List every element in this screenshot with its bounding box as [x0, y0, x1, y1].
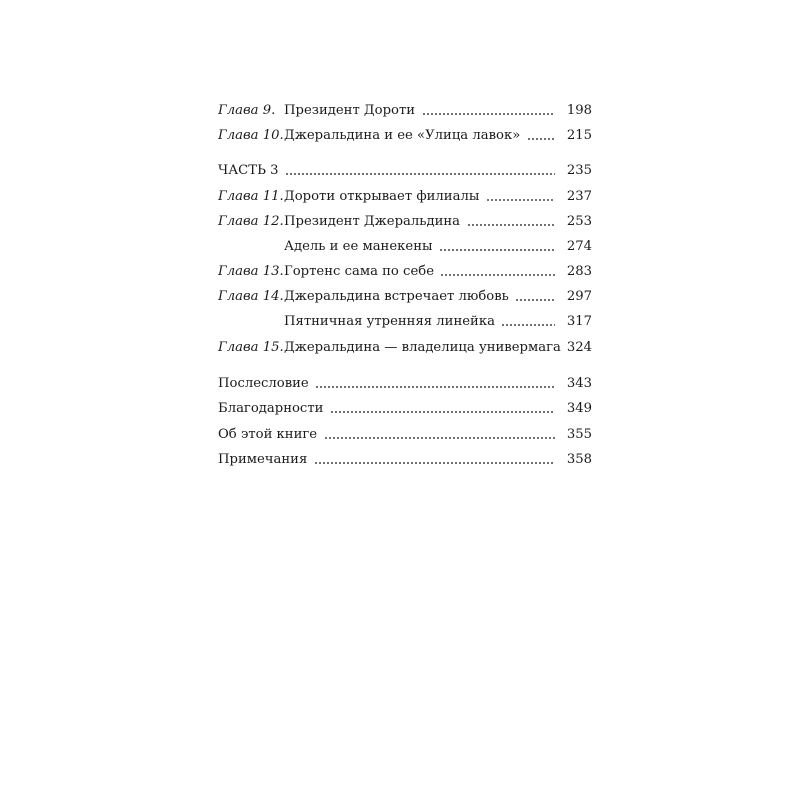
toc-entry-chapter-15: [218, 337, 592, 359]
chapter-number: Глава 15.: [218, 340, 284, 355]
toc-entry-label: [218, 449, 307, 471]
toc-entry-chapter-14: [218, 286, 592, 308]
dot-leader: [501, 323, 555, 329]
toc-entry-subsection-adel: [218, 236, 592, 258]
chapter-number: Глава 11.: [218, 189, 284, 204]
toc-entry-chapter-9: [218, 100, 592, 122]
toc-entry-chapter-13: [218, 261, 592, 283]
page-number: 283: [566, 264, 592, 279]
chapter-number: Глава 14.: [218, 289, 284, 304]
dot-leader: [486, 198, 555, 204]
toc-entry-label: [218, 286, 509, 308]
dot-leader: [330, 410, 555, 416]
toc-entry-label: [218, 261, 434, 283]
dot-leader: [422, 112, 555, 118]
part-title: ЧАСТЬ 3: [218, 163, 279, 178]
toc-entry-label: [218, 424, 317, 446]
chapter-number: Глава 12.: [218, 214, 284, 229]
section-title: Пятничная утренняя линейка: [284, 314, 495, 329]
chapter-number: Глава 9.: [218, 103, 276, 118]
dot-leader: [467, 223, 555, 229]
page-number: 253: [566, 214, 592, 229]
section-title: Послесловие: [218, 376, 309, 391]
toc-entry-subsection-friday: [218, 311, 592, 333]
dot-leader: [527, 137, 555, 143]
toc-entry-label: [218, 100, 415, 122]
chapter-number: Глава 13.: [218, 264, 284, 279]
section-title: Адель и ее манекены: [284, 239, 433, 254]
section-title: Примечания: [218, 452, 308, 467]
dot-leader: [515, 298, 555, 304]
chapter-number: Глава 10.: [218, 128, 284, 143]
chapter-title: Президент Дороти: [284, 103, 416, 118]
page-number: 297: [566, 289, 592, 304]
dot-leader: [314, 461, 555, 467]
chapter-title: Джеральдина и ее «Улица лавок»: [284, 128, 521, 143]
toc-entry-label: [218, 186, 479, 208]
toc-entry-label: [218, 311, 495, 333]
page-number: 235: [566, 163, 592, 178]
page-number: 215: [566, 128, 592, 143]
dot-leader: [439, 248, 555, 254]
dot-leader: [315, 385, 555, 391]
section-title: Благодарности: [218, 401, 324, 416]
page-number: 358: [566, 452, 592, 467]
dot-leader: [440, 273, 555, 279]
chapter-title: Джеральдина — владелица универмага: [284, 340, 561, 355]
toc-entry-part-3: [218, 160, 592, 182]
section-title: Об этой книге: [218, 427, 318, 442]
chapter-title: Дороти открывает филиалы: [284, 189, 480, 204]
page-number: 349: [566, 401, 592, 416]
toc-entry-acknowledgements: [218, 398, 592, 420]
toc-entry-notes: [218, 449, 592, 471]
page-number: 355: [566, 427, 592, 442]
toc-entry-label: [218, 398, 323, 420]
toc-entry-chapter-11: [218, 186, 592, 208]
page-number: 317: [566, 314, 592, 329]
toc-entry-label: [218, 236, 433, 258]
page-number: 198: [566, 103, 592, 118]
toc-entry-label: [218, 211, 460, 233]
chapter-title: Президент Джеральдина: [284, 214, 461, 229]
page-number: 324: [566, 340, 592, 355]
toc-entry-label: [218, 160, 279, 182]
page-number: 343: [566, 376, 592, 391]
chapter-title: Гортенс сама по себе: [284, 264, 434, 279]
toc-entry-about-book: [218, 424, 592, 446]
toc-entry-afterword: [218, 373, 592, 395]
toc-entry-label: [218, 373, 309, 395]
toc-entry-label: [218, 125, 520, 147]
dot-leader: [324, 436, 555, 442]
toc-entry-chapter-10: [218, 125, 592, 147]
dot-leader: [285, 172, 555, 178]
toc-entry-label: [218, 337, 561, 359]
page-number: 274: [566, 239, 592, 254]
chapter-title: Джеральдина встречает любовь: [284, 289, 509, 304]
toc-entry-chapter-12: [218, 211, 592, 233]
page-number: 237: [566, 189, 592, 204]
